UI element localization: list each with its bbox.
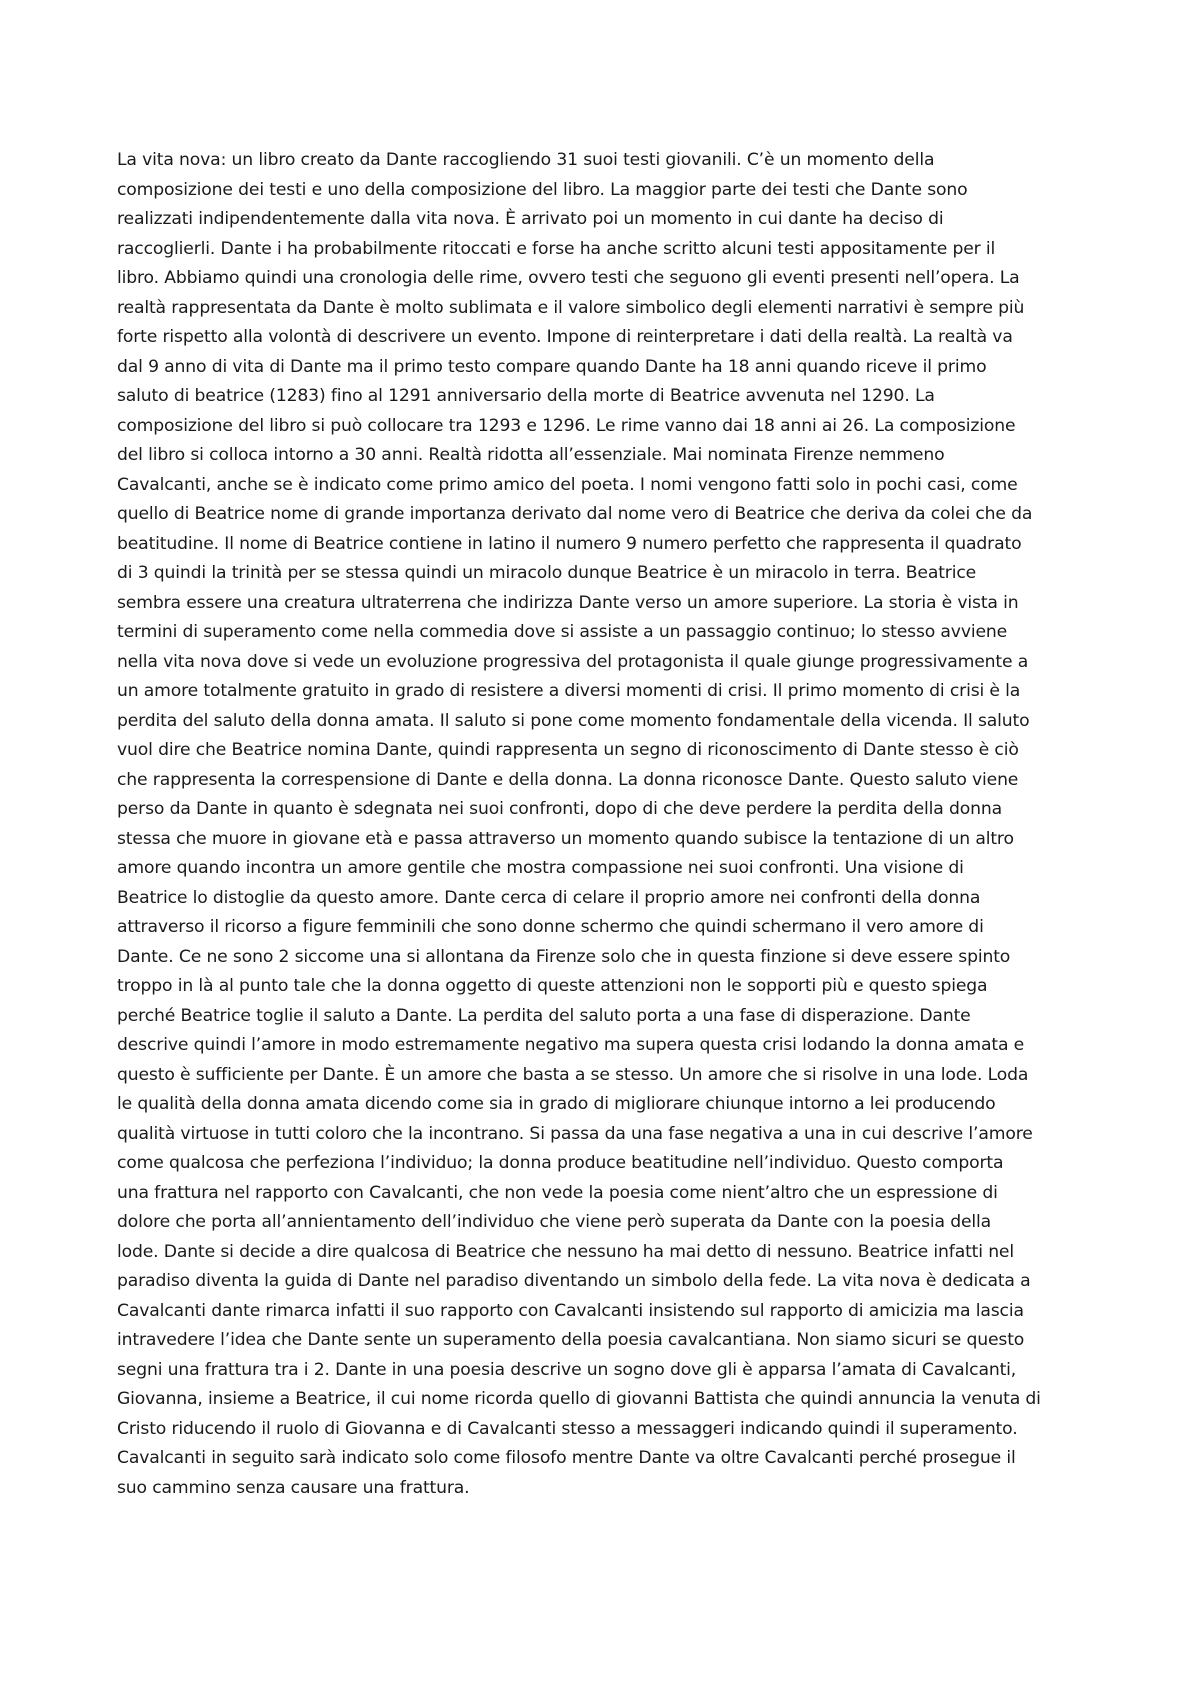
text-line: Giovanna, insieme a Beatrice, il cui nome ricorda quello di giovanni Battista che quindi annuncia la venuta di (117, 1389, 1041, 1409)
text-line: composizione dei testi e uno della composizione del libro. La maggior parte dei testi che Dante sono (117, 179, 968, 200)
text-line: un amore totalmente gratuito in grado di resistere a diversi momenti di crisi. Il primo momento di crisi è la (117, 681, 1021, 701)
text-line: forte rispetto alla volontà di descrivere un evento. Impone di reinterpretare i dati della realtà. La realtà va (117, 327, 1013, 347)
text-line: segni una frattura tra i 2. Dante in una poesia descrive un sogno dove gli è apparsa l’amata di Cavalcanti, (117, 1359, 1017, 1380)
text-line: amore quando incontra un amore gentile che mostra compassione nei suoi confronti. Una visione di (117, 858, 964, 878)
text-line: sembra essere una creatura ultraterrena che indirizza Dante verso un amore superiore. La storia è vista in (117, 592, 1019, 613)
text-line: suo cammino senza causare una frattura. (117, 1477, 470, 1498)
text-line: perdita del saluto della donna amata. Il saluto si pone come momento fondamentale della vicenda. Il saluto (117, 710, 1030, 731)
text-line: una frattura nel rapporto con Cavalcanti, che non vede la poesia come nient’altro che un espressione di (117, 1182, 998, 1203)
text-line: termini di superamento come nella commedia dove si assiste a un passaggio continuo; lo stesso avviene (117, 622, 1008, 642)
text-line: perso da Dante in quanto è sdegnata nei suoi confronti, dopo di che deve perdere la perdita della donna (117, 799, 1002, 819)
text-line: beatitudine. Il nome di Beatrice contiene in latino il numero 9 numero perfetto che rappresenta il quadrato (117, 533, 1022, 554)
text-line: Beatrice lo distoglie da questo amore. Dante cerca di celare il proprio amore nei confronti della donna (117, 887, 981, 908)
text-line: lode. Dante si decide a dire qualcosa di Beatrice che nessuno ha mai detto di nessuno. Beatrice infatti nel (117, 1241, 1014, 1262)
text-line: dal 9 anno di vita di Dante ma il primo testo compare quando Dante ha 18 anni quando riceve il primo (117, 356, 987, 377)
text-line: perché Beatrice toglie il saluto a Dante. La perdita del saluto porta a una fase di disperazione. Dante (117, 1005, 971, 1026)
text-line: saluto di beatrice (1283) fino al 1291 anniversario della morte di Beatrice avvenuta nel 1290. La (117, 386, 935, 406)
text-line: raccoglierli. Dante i ha probabilmente ritoccati e forse ha anche scritto alcuni testi appositamente per il (117, 238, 996, 259)
body-text (117, 146, 1097, 1503)
text-line: che rappresenta la correspensione di Dante e della donna. La donna riconosce Dante. Questo saluto viene (117, 769, 1019, 790)
text-line: stessa che muore in giovane età e passa attraverso un momento quando subisce la tentazione di un altro (117, 828, 1014, 849)
text-line: descrive quindi l’amore in modo estremamente negativo ma supera questa crisi lodando la donna amata e (117, 1035, 1025, 1055)
text-line: Cavalcanti in seguito sarà indicato solo come filosofo mentre Dante va oltre Cavalcanti perché prosegue il (117, 1448, 1016, 1468)
text-line: Cavalcanti dante rimarca infatti il suo rapporto con Cavalcanti insistendo sul rapporto di amicizia ma lascia (117, 1300, 1024, 1321)
text-line: composizione del libro si può collocare tra 1293 e 1296. Le rime vanno dai 18 anni ai 26. La composizione (117, 415, 1016, 436)
text-line: paradiso diventa la guida di Dante nel paradiso diventando un simbolo della fede. La vita nova è dedicata a (117, 1271, 1031, 1291)
text-line: dolore che porta all’annientamento dell’individuo che viene però superata da Dante con la poesia della (117, 1212, 992, 1232)
text-line: quello di Beatrice nome di grande importanza derivato dal nome vero di Beatrice che deriva da colei che da (117, 504, 1033, 524)
text-line: troppo in là al punto tale che la donna oggetto di queste attenzioni non le sopporti più e questo spiega (117, 976, 988, 996)
text-line: libro. Abbiamo quindi una cronologia delle rime, ovvero testi che seguono gli eventi presenti nell’opera. La (117, 268, 1020, 288)
text-line: La vita nova: un libro creato da Dante raccogliendo 31 suoi testi giovanili. C’è un momento della (117, 150, 935, 170)
text-line: nella vita nova dove si vede un evoluzione progressiva del protagonista il quale giunge progressivamente a (117, 651, 1029, 672)
text-line: realizzati indipendentemente dalla vita nova. È arrivato poi un momento in cui dante ha deciso di (117, 209, 944, 229)
text-line: intravedere l’idea che Dante sente un superamento della poesia cavalcantiana. Non siamo sicuri se questo (117, 1330, 1025, 1350)
text-line: questo è sufficiente per Dante. È un amore che basta a se stesso. Un amore che si risolve in una lode. Loda (117, 1064, 1029, 1085)
text-line: Cavalcanti, anche se è indicato come primo amico del poeta. I nomi vengono fatti solo in pochi casi, come (117, 474, 1018, 495)
text-line: vuol dire che Beatrice nomina Dante, quindi rappresenta un segno di riconoscimento di Dante stesso è ciò (117, 740, 1019, 760)
text-line: qualità virtuose in tutti coloro che la incontrano. Si passa da una fase negativa a una in cui descrive l’amore (117, 1123, 1033, 1144)
text-line: realtà rappresentata da Dante è molto sublimata e il valore simbolico degli elementi narrativi è sempre più (117, 297, 1025, 318)
text-line: attraverso il ricorso a figure femminili che sono donne schermo che quindi schermano il vero amore di (117, 917, 984, 937)
text-line: Cristo riducendo il ruolo di Giovanna e di Cavalcanti stesso a messaggeri indicando quindi il superamento. (117, 1418, 1018, 1439)
text-line: Dante. Ce ne sono 2 siccome una si allontana da Firenze solo che in questa finzione si deve essere spinto (117, 946, 1011, 967)
text-line: le qualità della donna amata dicendo come sia in grado di migliorare chiunque intorno a lei producendo (117, 1094, 996, 1114)
text-line: di 3 quindi la trinità per se stessa quindi un miracolo dunque Beatrice è un miracolo in terra. Beatrice (117, 563, 977, 583)
text-line: come qualcosa che perfeziona l’individuo; la donna produce beatitudine nell’individuo. Questo comporta (117, 1153, 1004, 1173)
text-line: del libro si colloca intorno a 30 anni. Realtà ridotta all’essenziale. Mai nominata Firenze nemmeno (117, 445, 945, 465)
